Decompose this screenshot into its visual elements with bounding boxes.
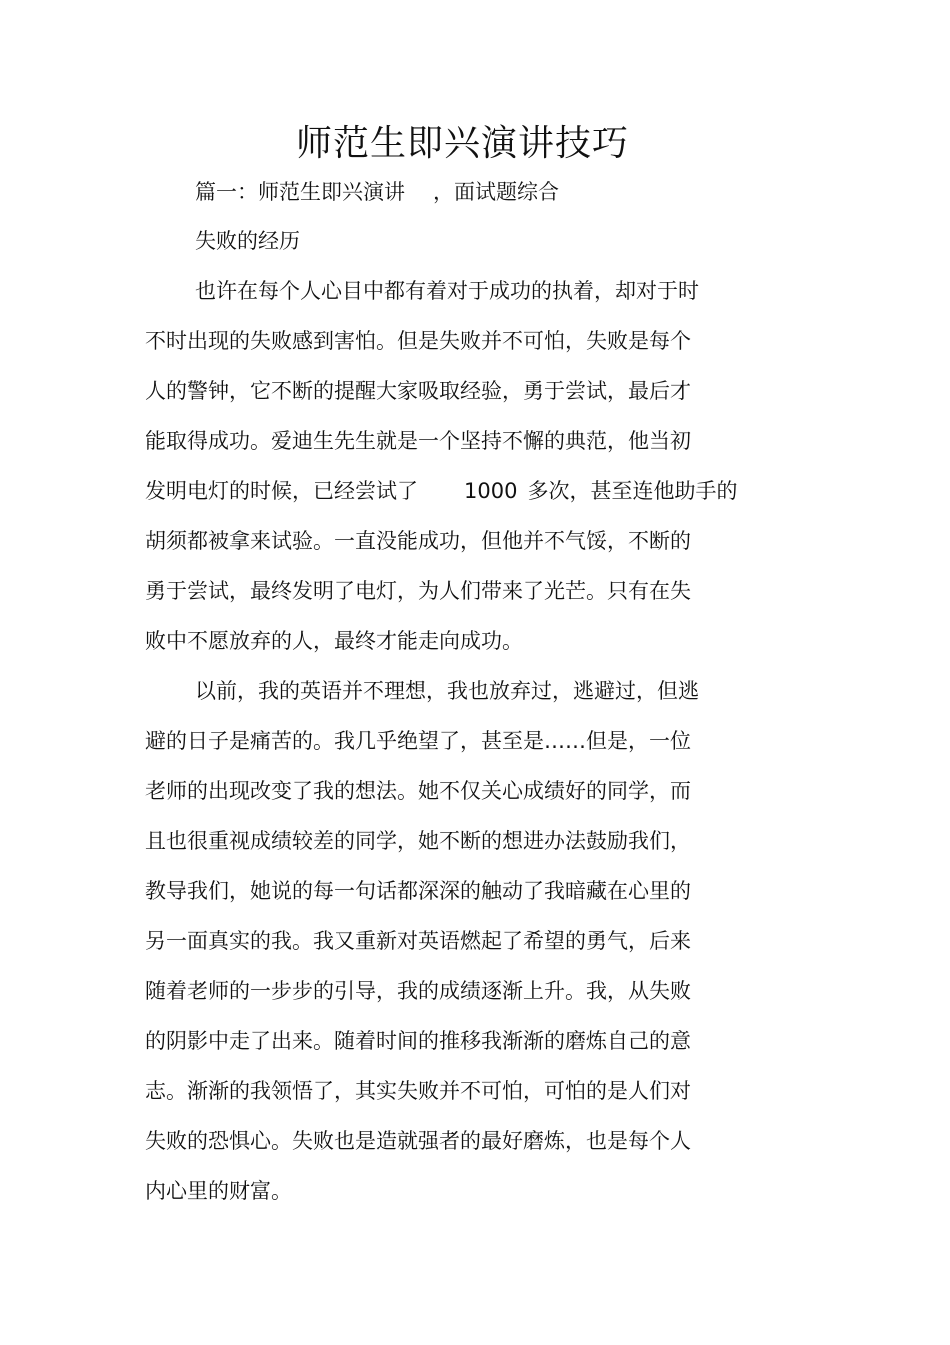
paragraph-2 <box>145 676 805 1226</box>
document-title: 师范生即兴演讲技巧 <box>295 123 629 164</box>
paragraph-2-line: 另一面真实的我。我又重新对英语燃起了希望的勇气，后来 <box>145 929 691 953</box>
attempt-count: 1000 <box>464 479 518 503</box>
section-heading: 失败的经历 <box>195 229 300 253</box>
paragraph-2-line: 志。渐渐的我领悟了，其实失败并不可怕，可怕的是人们对 <box>145 1079 691 1103</box>
line-text: 多次，甚至连他助手的 <box>527 479 738 503</box>
paragraph-2-line: 教导我们，她说的每一句话都深深的触动了我暗藏在心里的 <box>145 879 691 903</box>
paragraph-2-line: 以前，我的英语并不理想，我也放弃过，逃避过，但逃 <box>195 679 699 703</box>
subtitle-part-1: 篇一：师范生即兴演讲 <box>195 180 405 204</box>
document-subtitle <box>195 177 559 207</box>
paragraph-1-line: 勇于尝试，最终发明了电灯，为人们带来了光芒。只有在失 <box>145 579 691 603</box>
paragraph-2-line: 且也很重视成绩较差的同学，她不断的想进办法鼓励我们， <box>145 829 691 853</box>
subtitle-part-2: ，面试题综合 <box>433 180 559 204</box>
paragraph-1-line <box>145 476 805 526</box>
paragraph-1 <box>145 276 805 676</box>
paragraph-2-line: 老师的出现改变了我的想法。她不仅关心成绩好的同学，而 <box>145 779 691 803</box>
paragraph-2-line: 随着老师的一步步的引导，我的成绩逐渐上升。我，从失败 <box>145 979 691 1003</box>
paragraph-1-line: 也许在每个人心目中都有着对于成功的执着，却对于时 <box>195 279 699 303</box>
paragraph-2-line: 避的日子是痛苦的。我几乎绝望了，甚至是……但是，一位 <box>145 729 691 753</box>
paragraph-1-line: 胡须都被拿来试验。一直没能成功，但他并不气馁，不断的 <box>145 529 691 553</box>
line-text: 发明电灯的时候，已经尝试了 <box>145 479 418 503</box>
paragraph-1-line: 能取得成功。爱迪生先生就是一个坚持不懈的典范，他当初 <box>145 429 691 453</box>
paragraph-1-line: 人的警钟，它不断的提醒大家吸取经验，勇于尝试，最后才 <box>145 379 691 403</box>
paragraph-2-line: 内心里的财富。 <box>145 1179 292 1203</box>
paragraph-1-line: 败中不愿放弃的人，最终才能走向成功。 <box>145 629 523 653</box>
paragraph-1-line: 不时出现的失败感到害怕。但是失败并不可怕，失败是每个 <box>145 329 691 353</box>
paragraph-2-line: 失败的恐惧心。失败也是造就强者的最好磨炼，也是每个人 <box>145 1129 691 1153</box>
paragraph-2-line: 的阴影中走了出来。随着时间的推移我渐渐的磨炼自己的意 <box>145 1029 691 1053</box>
